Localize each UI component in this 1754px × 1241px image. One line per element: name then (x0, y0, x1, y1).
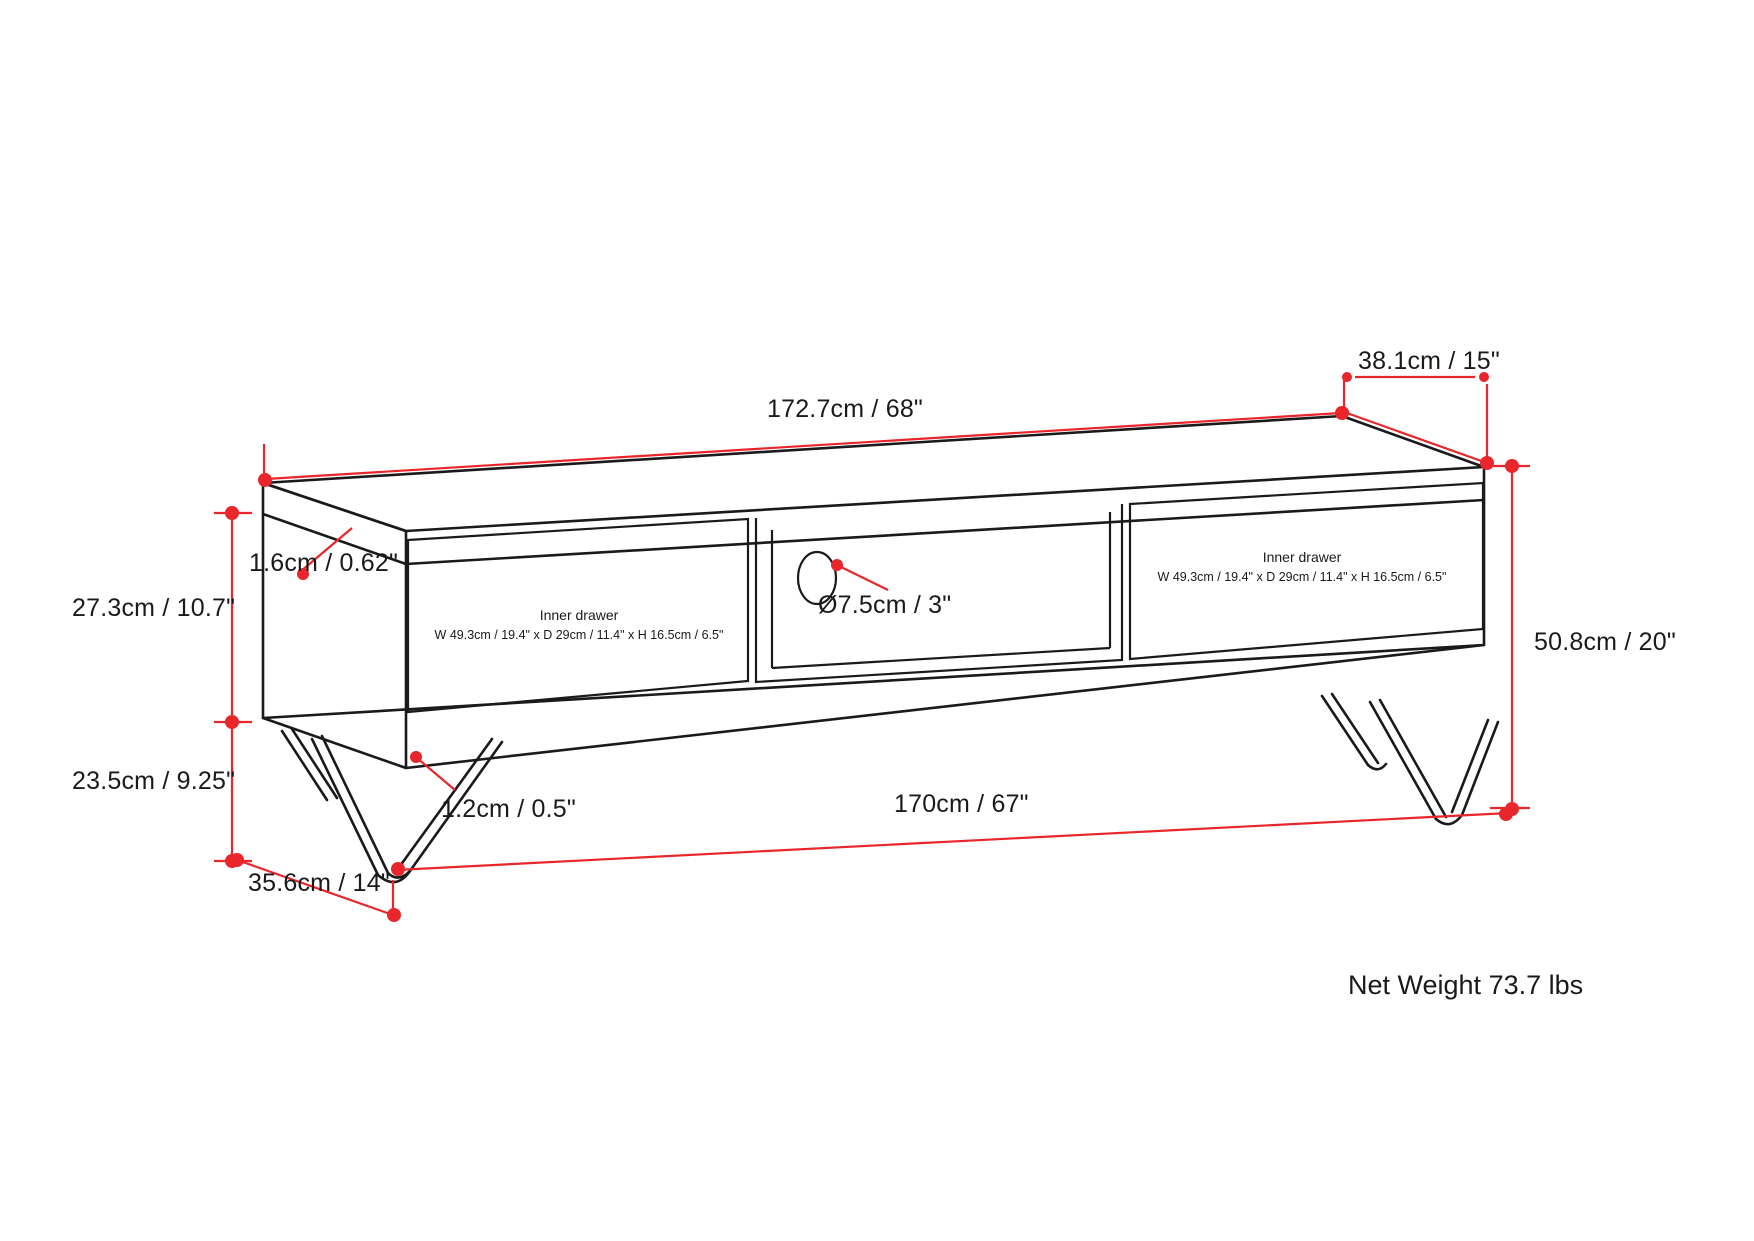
hairpin-legs (282, 694, 1498, 882)
right-inner-drawer-title: Inner drawer (1262, 549, 1342, 565)
left-inner-drawer-spec: W 49.3cm / 19.4" x D 29cm / 11.4" x H 16.5cm / 6.5" (434, 628, 724, 642)
label-leg-height: 23.5cm / 9.25" (72, 767, 236, 795)
dimension-lines (214, 377, 1530, 915)
label-base-width: 170cm / 67" (894, 790, 1029, 818)
label-overall-height: 50.8cm / 20" (1534, 628, 1676, 656)
label-base-depth: 35.6cm / 14" (248, 869, 390, 897)
right-inner-drawer-spec: W 49.3cm / 19.4" x D 29cm / 11.4" x H 16.5cm / 6.5" (1157, 570, 1447, 584)
left-inner-drawer-title: Inner drawer (539, 607, 619, 623)
label-overall-depth-top: 38.1cm / 15" (1358, 347, 1500, 375)
label-top-thickness: 1.6cm / 0.62" (249, 549, 399, 577)
right-inner-drawer-label (1147, 547, 1457, 587)
label-overall-width: 172.7cm / 68" (767, 395, 924, 423)
net-weight-label: Net Weight 73.7 lbs (1348, 970, 1584, 1000)
label-cabinet-height: 27.3cm / 10.7" (72, 594, 236, 622)
label-leg-thickness: 1.2cm / 0.5" (441, 795, 576, 823)
label-cable-hole: Ø7.5cm / 3" (818, 591, 952, 619)
left-inner-drawer-label (424, 605, 734, 645)
